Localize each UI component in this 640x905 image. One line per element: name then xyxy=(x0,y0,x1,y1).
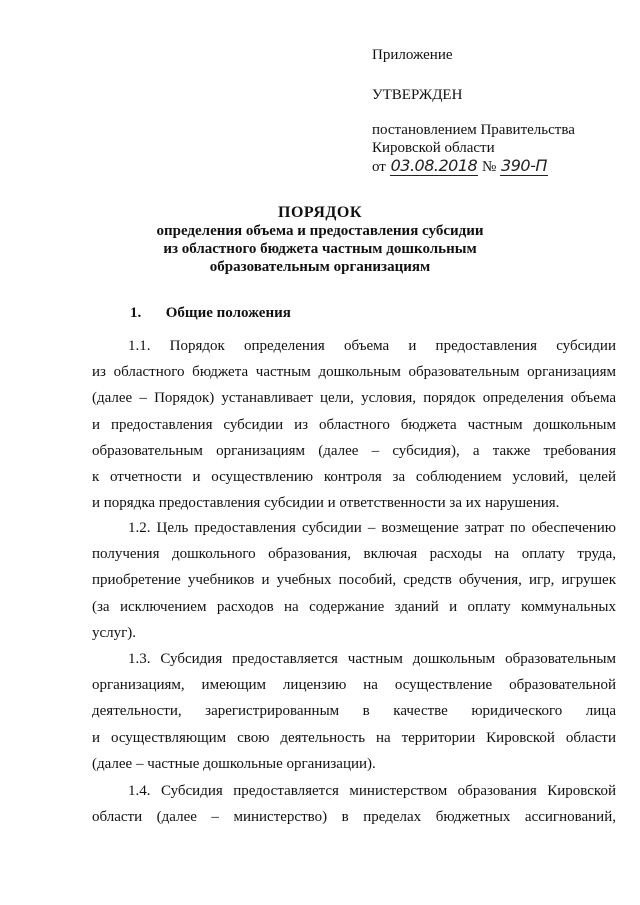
decree-line: постановлением Правительства xyxy=(372,122,575,138)
paragraph-line: и предоставления субсидии из областного бюджета частным дошкольным xyxy=(92,416,616,433)
appendix-label: Приложение xyxy=(372,47,453,63)
paragraph-line: организациям, имеющим лицензию на осуществление образовательной xyxy=(92,677,616,694)
paragraph-line: (далее – частные дошкольные организации). xyxy=(92,755,376,772)
decree-line: Кировской области xyxy=(372,140,495,156)
title-subline: из областного бюджета частным дошкольным xyxy=(163,241,477,257)
paragraph-1-4 xyxy=(92,778,616,830)
paragraph-line: услуг). xyxy=(92,624,137,641)
paragraph-line: 1.2. Цель предоставления субсидии – возмещение затрат по обеспечению xyxy=(128,520,616,536)
paragraph-1-1 xyxy=(92,333,616,516)
title-main: ПОРЯДОК xyxy=(278,204,362,221)
paragraph-line: (далее – Порядок) устанавливает цели, условия, порядок определения объема xyxy=(92,390,616,407)
paragraph-1-3 xyxy=(92,646,616,777)
paragraph-line: и порядка предоставления субсидии и ответственности за их нарушения. xyxy=(92,495,560,512)
paragraph-line: и осуществляющим свою деятельность на территории Кировской области xyxy=(92,729,616,746)
section-title: Общие положения xyxy=(165,305,291,321)
decree-block xyxy=(372,121,622,176)
section-number: 1. xyxy=(130,305,142,321)
document-title xyxy=(100,204,540,276)
paragraph-line: области (далее – министерство) в пределах бюджетных ассигнований, xyxy=(92,809,616,826)
paragraph-1-2 xyxy=(92,515,616,646)
number-sign: № xyxy=(481,159,497,175)
paragraph-line: 1.3. Субсидия предоставляется частным дошкольным образовательным xyxy=(128,651,616,667)
decree-date-handwritten: 03.08.2018 xyxy=(390,156,478,175)
decree-number-handwritten: 390-П xyxy=(501,156,547,175)
paragraph-line: образовательным организациям (далее – субсидия), а также требования xyxy=(92,442,616,459)
title-subline: определения объема и предоставления субсидии xyxy=(156,223,484,239)
title-subline: образовательным организациям xyxy=(209,259,431,275)
paragraph-line: деятельности, зарегистрированным в качестве юридического лица xyxy=(92,703,616,720)
paragraph-line: получения дошкольного образования, включая расходы на оплату труда, xyxy=(92,546,616,563)
approved-label: УТВЕРЖДЕН xyxy=(372,87,463,103)
paragraph-line: приобретение учебников и учебных пособий, средств обучения, игр, игрушек xyxy=(92,572,616,589)
paragraph-line: к отчетности и осуществлению контроля за соблюдением условий, целей xyxy=(92,468,616,485)
date-prefix: от xyxy=(372,159,386,175)
section-heading xyxy=(130,304,291,322)
paragraph-line: 1.4. Субсидия предоставляется министерством образования Кировской xyxy=(128,783,616,799)
decree-date-line xyxy=(372,157,622,176)
paragraph-line: (за исключением расходов на содержание зданий и оплату коммунальных xyxy=(92,598,616,615)
paragraph-line: из областного бюджета частным дошкольным образовательным организациям xyxy=(92,364,616,381)
paragraph-line: 1.1. Порядок определения объема и предоставления субсидии xyxy=(128,338,616,354)
